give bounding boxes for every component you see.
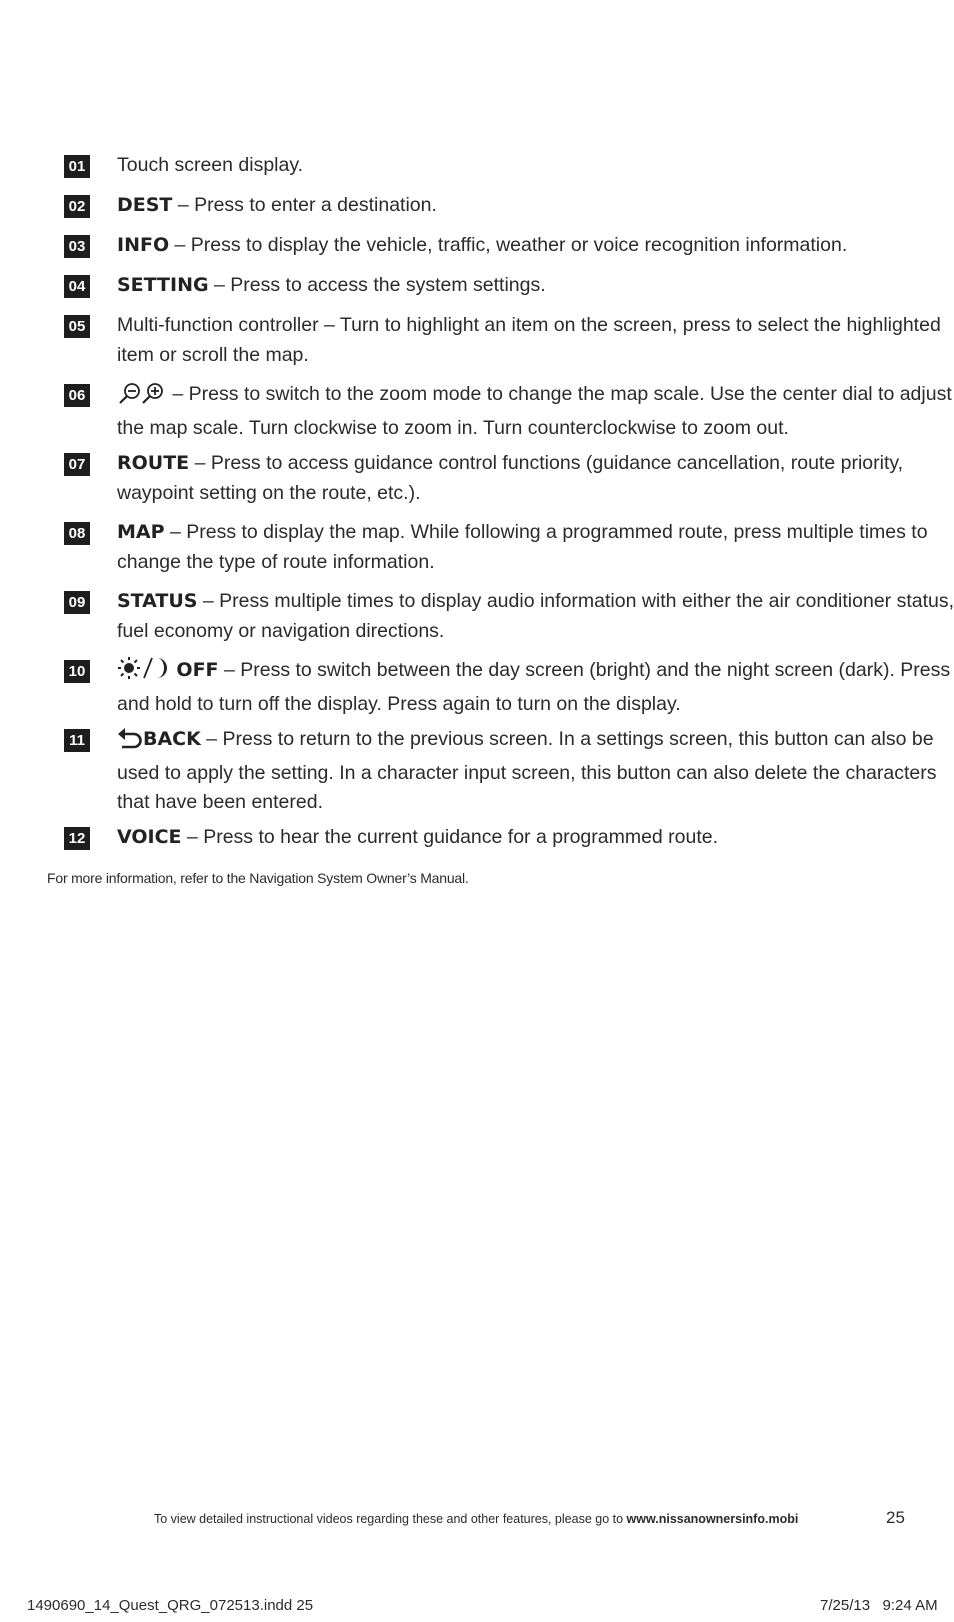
item-text: – Press multiple times to display audio information with either the air conditioner status, fuel economy or navigation directions. [117, 590, 954, 642]
item-text: – Press to access guidance control functions (guidance cancellation, route priority, waypoint setting on the route, etc.). [117, 452, 904, 504]
item-number-badge: 12 [64, 827, 90, 850]
item-description [117, 518, 954, 577]
item-keyword: ROUTE [117, 452, 190, 474]
footer-text: To view detailed instructional videos regarding these and other features, please go to [154, 1512, 627, 1526]
item-keyword: BACK [143, 728, 201, 750]
item-number-badge: 05 [64, 315, 90, 338]
item-number-badge: 11 [64, 729, 90, 752]
item-description [117, 151, 954, 181]
sun-moon-icon [117, 656, 171, 690]
item-description [117, 191, 954, 221]
item-keyword: MAP [117, 521, 165, 543]
item-number-badge: 02 [64, 195, 90, 218]
item-text: – Press to access the system settings. [208, 274, 546, 296]
item-description [117, 656, 954, 719]
item-keyword: INFO [117, 234, 170, 256]
item-text: – Press to enter a destination. [172, 194, 437, 216]
item-number-badge: 09 [64, 591, 90, 614]
item-text: Touch screen display. [117, 154, 304, 176]
footer-video-note [154, 1512, 798, 1526]
item-description [117, 449, 954, 508]
footer-link[interactable]: www.nissanownersinfo.mobi [626, 1512, 799, 1526]
item-number-badge: 10 [64, 660, 90, 683]
item-keyword: DEST [117, 194, 173, 216]
item-keyword: SETTING [117, 274, 209, 296]
item-keyword: VOICE [117, 826, 182, 848]
item-description [117, 725, 954, 818]
item-text: – Press to switch between the day screen (bright) and the night screen (dark). Press and hold to turn off the display. Press again to turn on the display. [117, 659, 951, 715]
item-keyword: STATUS [117, 590, 198, 612]
item-text: – Press to display the map. While following a programmed route, press multiple times to change the type of route information. [117, 521, 928, 573]
footnote: For more information, refer to the Navigation System Owner’s Manual. [47, 870, 469, 886]
print-slug-file: 1490690_14_Quest_QRG_072513.indd 25 [27, 1597, 314, 1614]
item-number-badge: 06 [64, 384, 90, 407]
item-number-badge: 01 [64, 155, 90, 178]
item-description [117, 587, 954, 646]
print-slug-datetime: 7/25/13 9:24 AM [820, 1597, 938, 1614]
back-arrow-icon [117, 727, 143, 759]
item-description [117, 823, 954, 853]
item-description [117, 231, 954, 261]
item-number-badge: 04 [64, 275, 90, 298]
item-description [117, 311, 954, 370]
item-text: – Press to return to the previous screen. In a settings screen, this button can also be used to apply the setting. In a character input screen, this button can also delete the characters that have been entered. [117, 728, 937, 813]
item-number-badge: 08 [64, 522, 90, 545]
item-number-badge: 07 [64, 453, 90, 476]
item-text: – Press to hear the current guidance for a programmed route. [181, 826, 719, 848]
item-keyword: OFF [176, 659, 219, 681]
item-number-badge: 03 [64, 235, 90, 258]
item-description [117, 380, 954, 443]
item-text: – Press to display the vehicle, traffic, weather or voice recognition information. [169, 234, 848, 256]
item-text: – Press to switch to the zoom mode to change the map scale. Use the center dial to adjust the map scale. Turn clockwise to zoom in. Turn counterclockwise to zoom out. [117, 383, 952, 439]
item-description [117, 271, 954, 301]
zoom-out-zoom-in-icon [117, 382, 167, 414]
item-text: Multi-function controller – Turn to highlight an item on the screen, press to select the highlighted item or scroll the map. [117, 314, 941, 366]
page-number: 25 [886, 1508, 905, 1527]
